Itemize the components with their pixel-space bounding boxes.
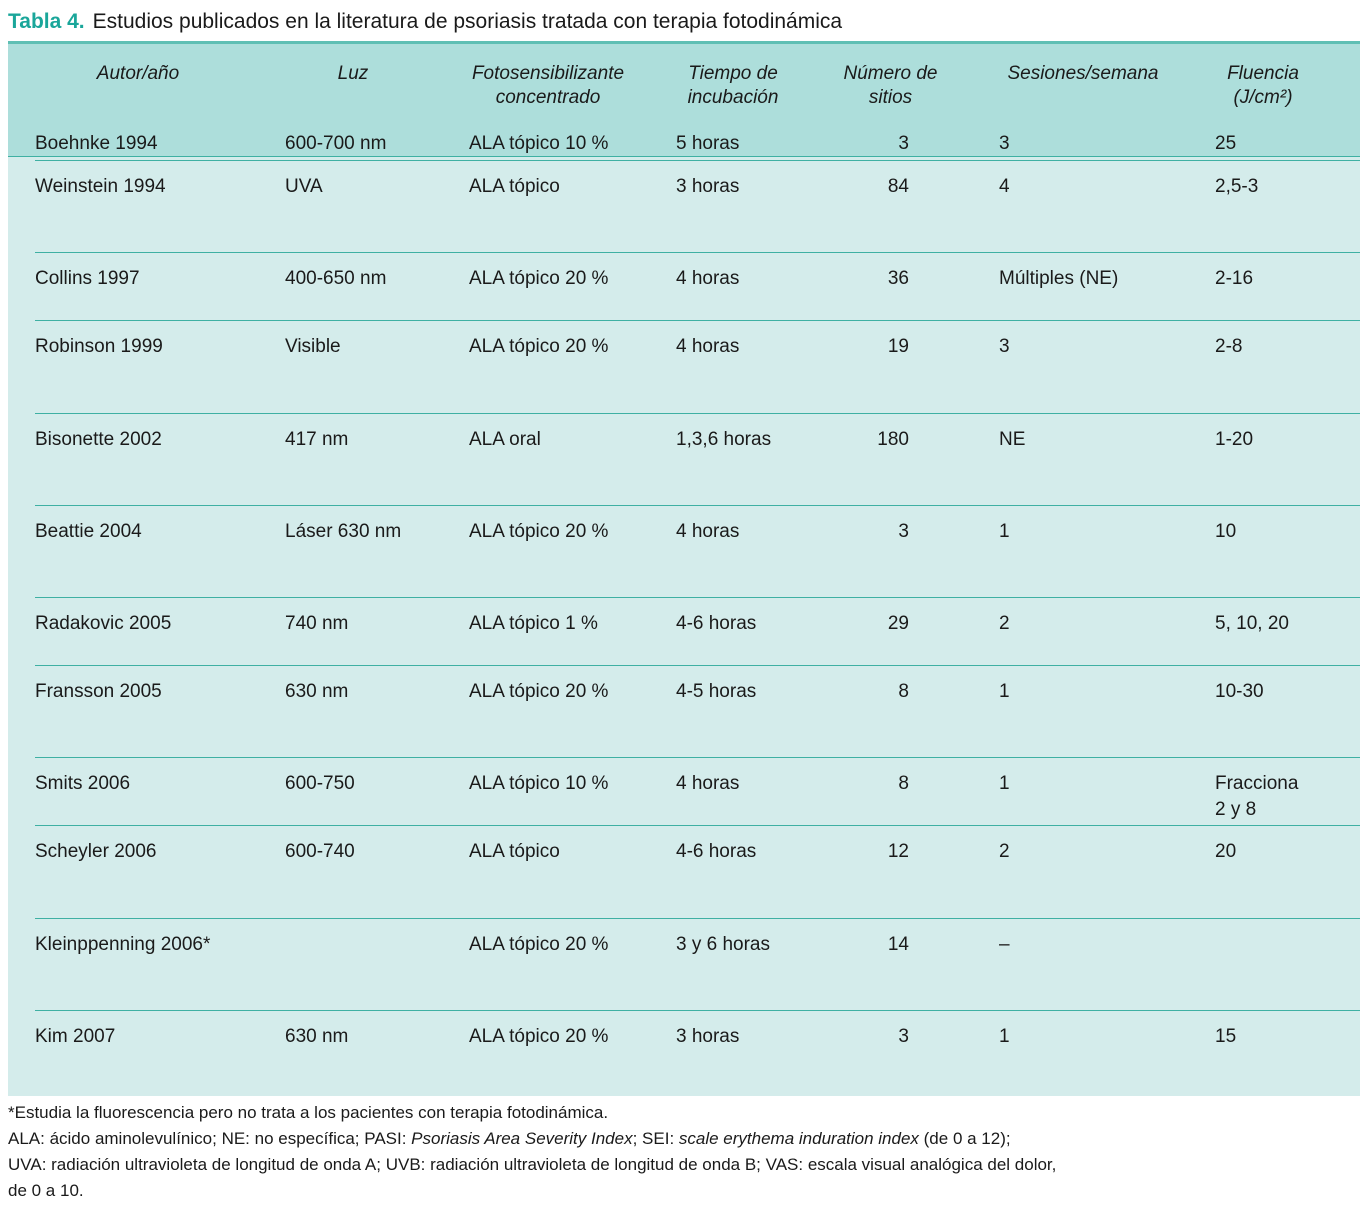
cell-tiempo: 4-6 horas (676, 841, 757, 862)
table-row (35, 597, 1360, 666)
cell-luz: Láser 630 nm (285, 521, 402, 542)
table-row (35, 160, 1360, 253)
cell-foto: ALA oral (469, 429, 541, 450)
cell-autor: Bisonette 2002 (35, 429, 162, 450)
cell-sesiones: Múltiples (NE) (999, 268, 1119, 289)
footnote-abbrev-1: ALA: ácido aminolevulínico; NE: no específica; PASI: Psoriasis Area Severity Index; SEI: scale erythema induration index (de 0 a 12); (8, 1129, 1011, 1148)
cell-autor: Boehnke 1994 (35, 133, 158, 154)
table-footnotes (8, 1100, 1348, 1204)
cell-sitios: 12 (887, 841, 909, 862)
cell-fluencia-line: 25 (1215, 133, 1237, 154)
header-luz: Luz (337, 63, 369, 84)
cell-tiempo: 3 horas (676, 1026, 740, 1047)
cell-fluencia-line: 10 (1215, 521, 1237, 542)
cell-fluencia (1215, 1024, 1236, 1050)
header-tiempo: Tiempo de incubación (687, 63, 779, 108)
footnote-abbrev-3: de 0 a 10. (8, 1181, 84, 1200)
cell-fluencia (1215, 427, 1253, 453)
cell-foto: ALA tópico 20 % (469, 268, 609, 289)
cell-foto: ALA tópico 20 % (469, 934, 609, 955)
table-title (8, 8, 842, 36)
table-row (35, 825, 1360, 919)
cell-sesiones: 3 (999, 133, 1010, 154)
cell-sesiones: 2 (999, 841, 1010, 862)
cell-foto: ALA tópico 10 % (469, 773, 609, 794)
cell-sitios: 8 (898, 773, 909, 794)
table-number: Tabla 4. (8, 10, 85, 33)
studies-table (8, 41, 1360, 1096)
cell-sitios: 14 (887, 934, 909, 955)
cell-sesiones: 4 (999, 176, 1010, 197)
cell-sesiones: 1 (999, 1026, 1010, 1047)
cell-fluencia-line: 10-30 (1215, 681, 1264, 702)
cell-tiempo: 4 horas (676, 521, 740, 542)
cell-tiempo: 1,3,6 horas (676, 429, 772, 450)
cell-fluencia (1215, 131, 1236, 157)
cell-luz: UVA (285, 176, 323, 197)
cell-sesiones: 1 (999, 681, 1010, 702)
table-row (35, 757, 1360, 826)
cell-fluencia (1215, 519, 1236, 545)
cell-sesiones: 2 (999, 613, 1010, 634)
cell-autor: Scheyler 2006 (35, 841, 157, 862)
cell-tiempo: 3 horas (676, 176, 740, 197)
cell-foto: ALA tópico (469, 176, 560, 197)
cell-luz: 600-740 (285, 841, 355, 862)
cell-fluencia-line: 5, 10, 20 (1215, 613, 1289, 634)
cell-autor: Beattie 2004 (35, 521, 142, 542)
table-row (35, 252, 1360, 321)
cell-sesiones: 3 (999, 336, 1010, 357)
cell-sesiones: 1 (999, 773, 1010, 794)
cell-sitios: 3 (898, 133, 909, 154)
table-row (35, 413, 1360, 506)
cell-tiempo: 4 horas (676, 336, 740, 357)
cell-luz: 600-700 nm (285, 133, 387, 154)
cell-foto: ALA tópico 20 % (469, 1026, 609, 1047)
cell-sitios: 84 (887, 176, 909, 197)
cell-sitios: 3 (898, 521, 909, 542)
cell-autor: Kim 2007 (35, 1026, 116, 1047)
cell-autor: Kleinppenning 2006* (35, 934, 211, 955)
cell-autor: Fransson 2005 (35, 681, 162, 702)
table-row (35, 117, 1360, 161)
cell-fluencia-line: 2-16 (1215, 268, 1254, 289)
cell-sitios: 19 (887, 336, 909, 357)
table-caption: Estudios publicados en la literatura de psoriasis tratada con terapia fotodinámica (92, 10, 843, 33)
footnote-abbrev-2: UVA: radiación ultravioleta de longitud de onda A; UVB: radiación ultravioleta de longitud de onda B; VAS: escala visual analógica del dolor, (8, 1155, 1057, 1174)
cell-tiempo: 5 horas (676, 133, 740, 154)
cell-fluencia (1215, 611, 1289, 637)
cell-autor: Robinson 1999 (35, 336, 163, 357)
header-fotosensibilizante: Fotosensibilizante concentrado (471, 63, 625, 108)
cell-tiempo: 4-5 horas (676, 681, 757, 702)
cell-foto: ALA tópico 20 % (469, 336, 609, 357)
cell-foto: ALA tópico 20 % (469, 521, 609, 542)
table-row (35, 918, 1360, 1011)
header-numero-sitios: Número de sitios (843, 63, 938, 108)
cell-fluencia-line: Fracciona (1215, 773, 1299, 794)
cell-autor: Collins 1997 (35, 268, 140, 289)
header-autor: Autor/año (96, 63, 180, 84)
cell-fluencia (1215, 771, 1298, 823)
cell-tiempo: 4 horas (676, 773, 740, 794)
cell-sitios: 36 (887, 268, 909, 289)
cell-fluencia (1215, 174, 1258, 200)
cell-autor: Radakovic 2005 (35, 613, 172, 634)
cell-fluencia (1215, 679, 1264, 705)
cell-luz: 600-750 (285, 773, 355, 794)
cell-foto: ALA tópico 10 % (469, 133, 609, 154)
cell-tiempo: 4-6 horas (676, 613, 757, 634)
cell-autor: Weinstein 1994 (35, 176, 166, 197)
cell-luz: 400-650 nm (285, 268, 387, 289)
cell-foto: ALA tópico (469, 841, 560, 862)
cell-autor: Smits 2006 (35, 773, 131, 794)
cell-fluencia-line: 2,5-3 (1215, 176, 1259, 197)
cell-sitios: 180 (877, 429, 909, 450)
cell-luz: 417 nm (285, 429, 349, 450)
footnote-asterisk: *Estudia la fluorescencia pero no trata a los pacientes con terapia fotodinámica. (8, 1103, 609, 1122)
cell-luz: 630 nm (285, 681, 349, 702)
cell-fluencia-line: 15 (1215, 1026, 1237, 1047)
cell-sitios: 8 (898, 681, 909, 702)
cell-tiempo: 4 horas (676, 268, 740, 289)
cell-foto: ALA tópico 20 % (469, 681, 609, 702)
cell-fluencia-line: 20 (1215, 841, 1237, 862)
cell-sesiones: 1 (999, 521, 1010, 542)
cell-sitios: 29 (887, 613, 909, 634)
cell-sesiones: – (999, 934, 1010, 955)
cell-sitios: 3 (898, 1026, 909, 1047)
table-row (35, 505, 1360, 598)
cell-luz: 740 nm (285, 613, 349, 634)
cell-tiempo: 3 y 6 horas (676, 934, 770, 955)
header-fluencia: Fluencia (J/cm²) (1227, 63, 1299, 108)
cell-fluencia (1215, 839, 1236, 865)
cell-fluencia-line: 2 y 8 (1215, 799, 1257, 820)
cell-fluencia-line: 1-20 (1215, 429, 1254, 450)
cell-luz: 630 nm (285, 1026, 349, 1047)
cell-sesiones: NE (999, 429, 1026, 450)
cell-fluencia (1215, 266, 1253, 292)
table-row (35, 1010, 1360, 1096)
table-row (35, 320, 1360, 414)
cell-fluencia-line: 2-8 (1215, 336, 1243, 357)
header-sesiones: Sesiones/semana (1007, 63, 1159, 84)
cell-luz: Visible (285, 336, 341, 357)
table-row (35, 665, 1360, 758)
cell-foto: ALA tópico 1 % (469, 613, 598, 634)
cell-fluencia (1215, 334, 1242, 360)
